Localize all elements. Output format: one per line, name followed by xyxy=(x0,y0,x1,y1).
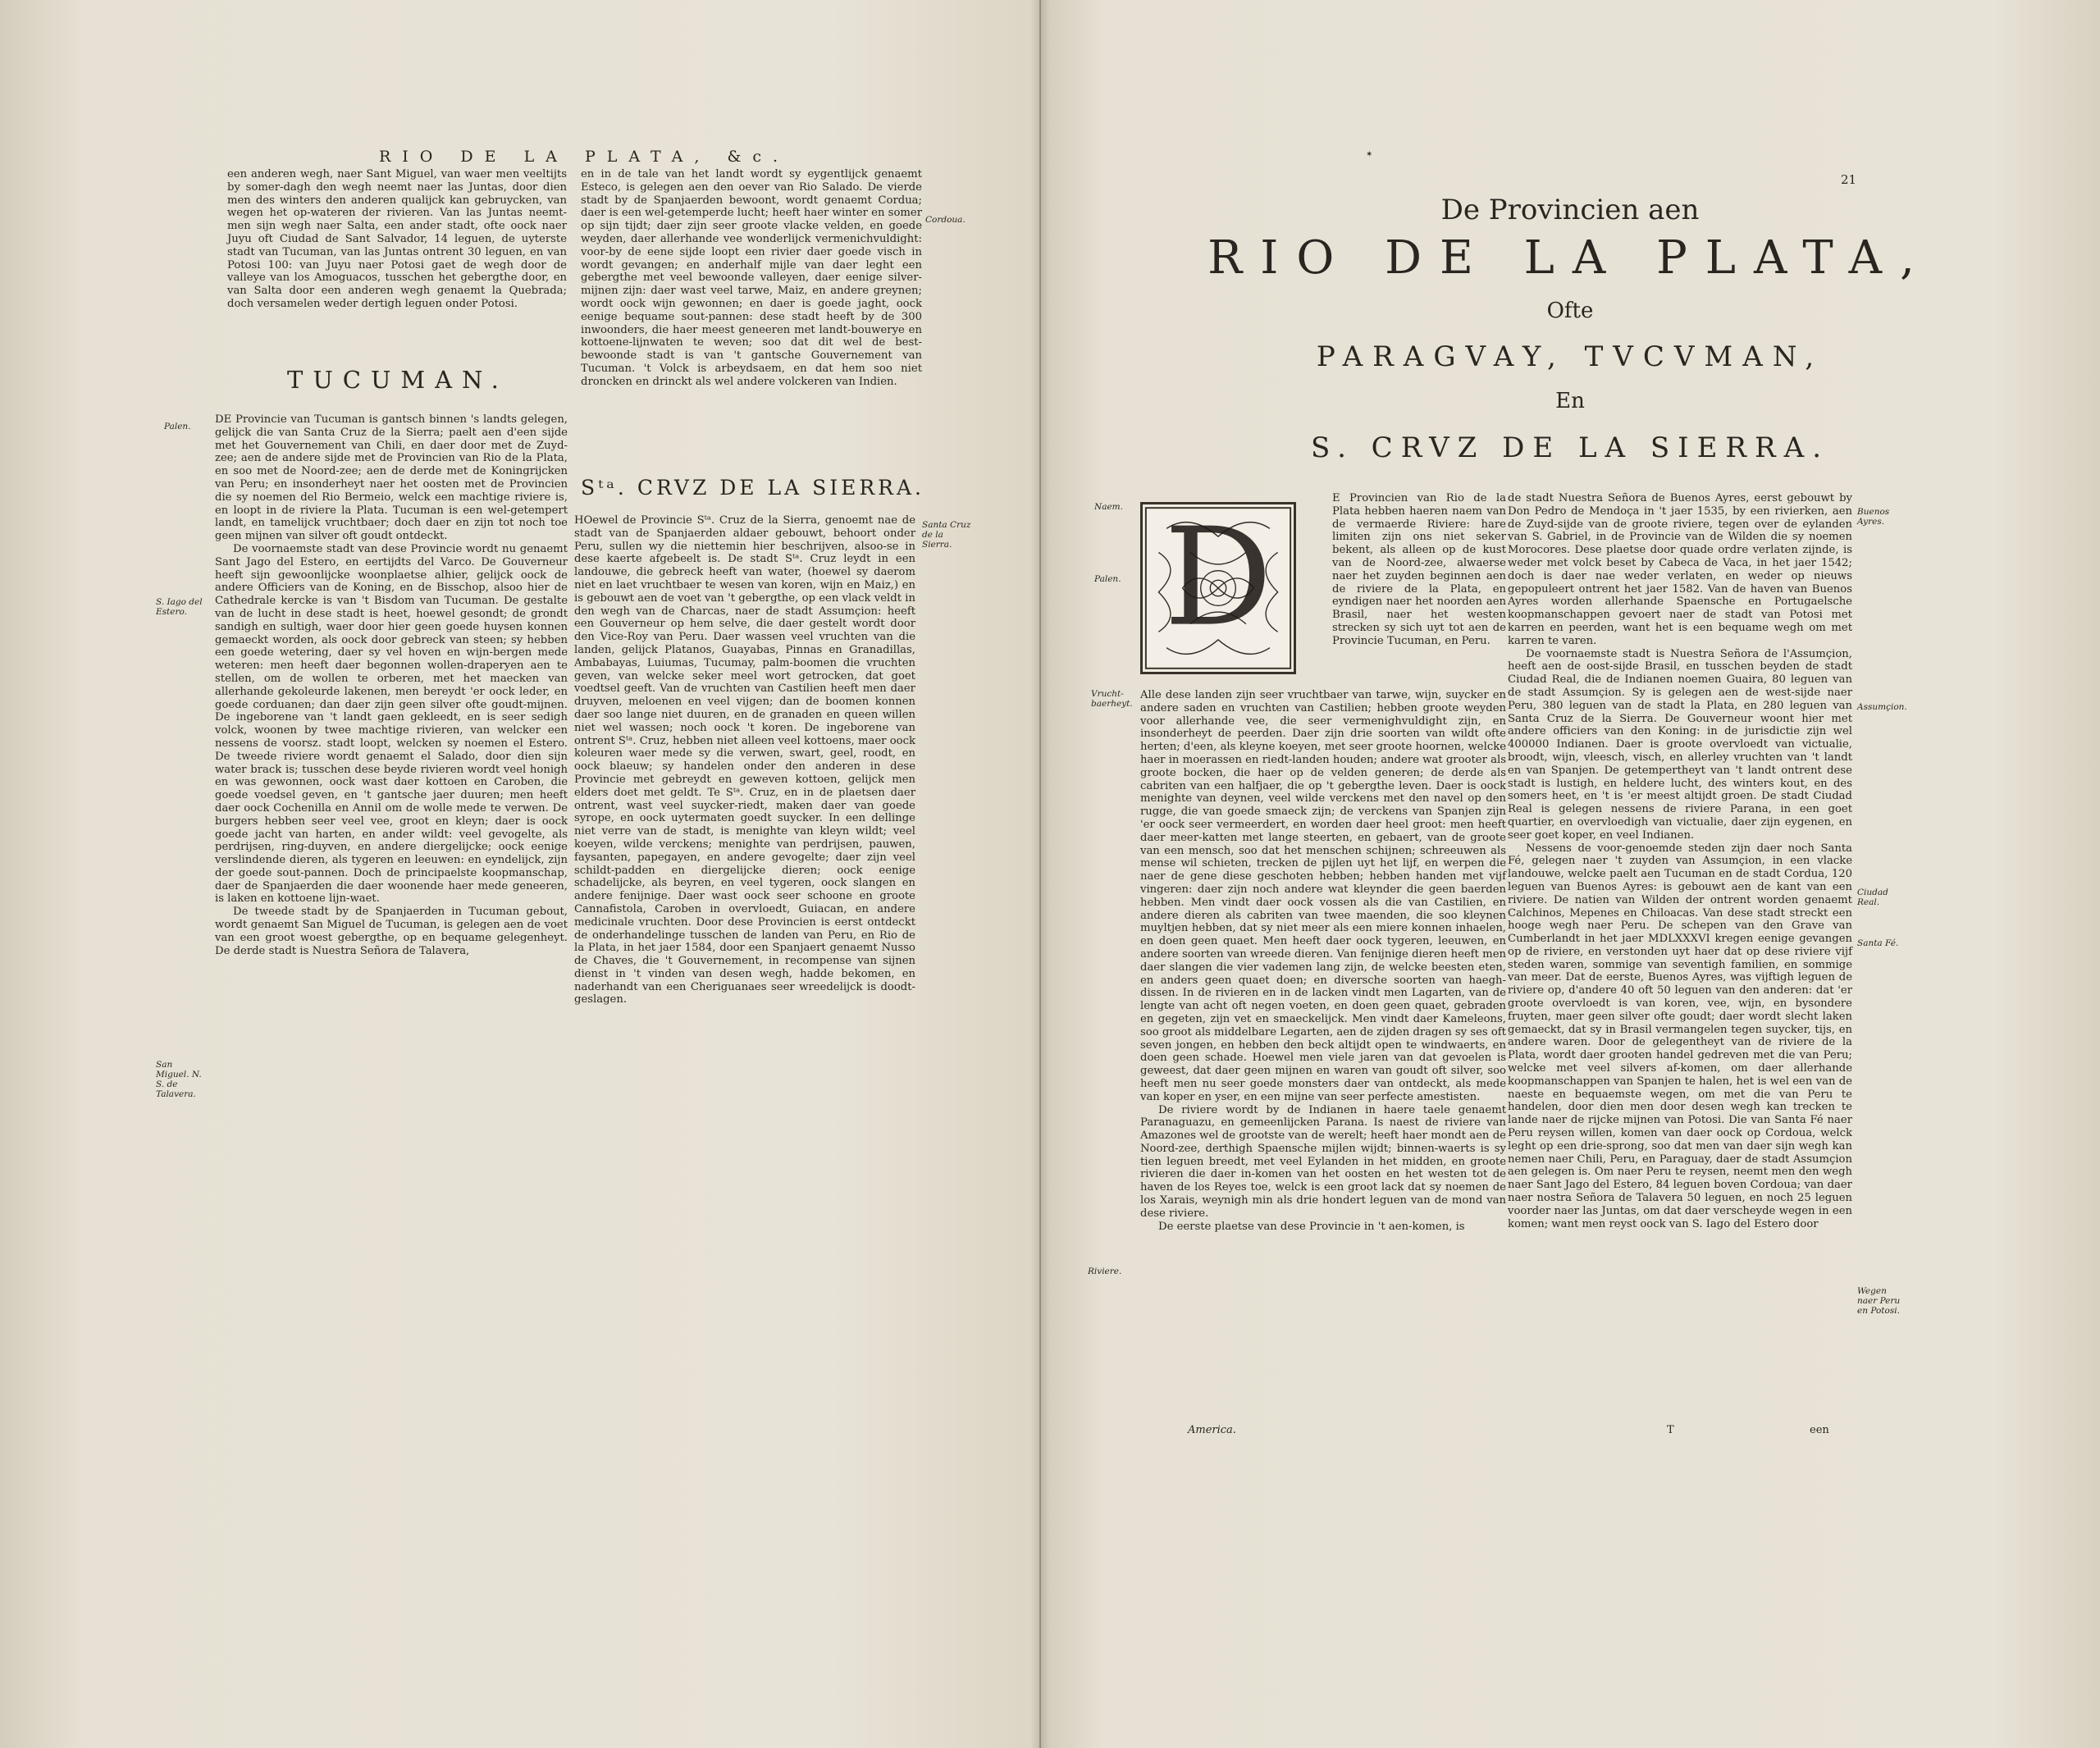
title-line-2: RIO DE LA PLATA, xyxy=(1208,231,1933,285)
margin-note-palen: Palen. xyxy=(164,422,191,431)
margin-note-wegen: Wegen naer Peru en Potosi. xyxy=(1857,1286,1901,1316)
title-line-5: En xyxy=(1555,389,1585,413)
paragraph: De eerste plaetse van dese Provincie in 't aen-komen, is xyxy=(1158,1220,1465,1233)
margin-note-vruchtbaerheyt: Vrucht-baerheyt. xyxy=(1091,689,1133,709)
right-col2 xyxy=(1508,492,1852,1230)
margin-note-cordova: Cordoua. xyxy=(925,215,966,225)
paragraph: DE Provincie van Tucuman is gantsch binnen 's landts gelegen, gelijck die van Santa Cruz de la Sierra; paelt aen d'een sijde met het Gouvernement van Chili, en daer door met de Zuyd-zee; aen de andere sijde met de Provincien van Rio de la Plata, en soo met de Noord-zee; aen de derde met de Koningrijcken van Peru; en insonderheyt naer het oosten met de Provincien die sy noemen del Rio Bermeio, welck een machtige riviere is, en loopt in de riviere la Plata. Tucuman is een wel-getempert landt, en tamelijck vruchtbaer; doch daer en zijn tot noch toe geen mijnen van silver oft goudt ontdeckt. xyxy=(215,413,568,543)
paragraph: De voornaemste stadt is Nuestra Señora de l'Assumçion, heeft aen de oost-sijde Brasil, en tusschen beyden de stadt Ciudad Real, die de Indianen noemen Guaira, 80 leguen van de stadt Assumçion. Sy is gelegen aen de west-sijde naer Peru, 380 leguen van de stadt la Plata, en 280 leguen van Santa Cruz de la Sierra. De Gouverneur woont hier met andere officiers van den Koning: in de jurisdictie zijn wel 400000 Indianen. Daer is groote overvloedt van victualie, broodt, wijn, vleesch, visch, en allerley vruchten van 't landt en van Spanjen. De getempertheyt van 't landt ontrent dese stadt is lustigh, en heldere lucht, des winters kout, en des somers heet, en 't is 'er meest altijdt groen. De stadt Ciudad Real is gelegen nessens de riviere Parana, in een goet quartier, en overvloedigh van victualie, daer zijn eygenen, en seer goet koper, en veel Indianen. xyxy=(1508,647,1852,842)
margin-note-assumcion: Assumçion. xyxy=(1857,702,1907,712)
page-number: 21 xyxy=(1841,172,1857,187)
paragraph: en in de tale van het landt wordt sy eygentlijck genaemt Esteco, is gelegen aen den oever van Rio Salado. De vierde stadt by de Spanjaerden bewoont, wordt genaemt Cordua; daer is een wel-getemperde lucht; heeft haer winter en somer op sijn tijdt; daer zijn seer groote vlacke velden, en goede weyden, daer allerhande vee wonderlijck vermenichvuldight: voor-by de eene sijde loopt een rivier daer goede visch in wordt gevangen; en anderhalf mijle van daer leght een gebergthe met veel bewoonde valleyen, daer eenige silver-mijnen zijn: daer wast veel tarwe, Maiz, en andere greynen; wordt oock wijn gewonnen; en daer is goede jaght, oock eenige bequame sout-pannen: dese stadt heeft by de 300 inwoonders, die haer meest geneeren met landt-bouwerye en kottoene-lijnwaten te weven; soo dat dit wel de best-bewoonde stadt is van 't gantsche Gouvernement van Tucuman. 't Volck is arbeydsaem, en dat hem soo niet droncken en drinckt als wel andere volckeren van Indien. xyxy=(581,168,922,388)
margin-note-ciudad-real: Ciudad Real. xyxy=(1857,888,1888,907)
margin-note-riviere: Riviere. xyxy=(1088,1267,1122,1276)
tucuman-heading: TUCUMAN. xyxy=(287,366,509,394)
margin-note-santa-fe: Santa Fé. xyxy=(1857,938,1899,948)
paragraph: Alle dese landen zijn seer vruchtbaer van tarwe, wijn, suycker en andere saden en vruchten van Castilien; hebben groote weyden voor allerhande vee, die seer vermenighvuldight zijn, en insonderheyt de peerden. Daer zijn drie soorten van wildt ofte herten; d'een, als kleyne koeyen, met seer groote hoornen, welcke haer in moerassen en riedt-landen houden; andere wat grooter als groote bocken, die haer op de velden generen; de derde als cabriten van een halfjaer, die op 't gebergthe leven. Daer is oock menighte van deynen, veel wilde verckens met den navel op den rugge, die van goede smaeck zijn; de verckens van Spanjen zijn 'er oock seer vermeerdert, en worden daer heel groot: men heeft daer meer-katten met lange steerten, en gebaert, van de groote van een mensch, soo dat het menschen schijnen; schreeuwen als mense wil schieten, trecken de pijlen uyt het lijf, en werpen die naer de gene diese geschoten hebben; hebben handen met vijf vingeren: daer zijn noch andere wat kleynder die geen baerden hebben. Men vindt daer oock vossen als die van Castilien, en andere dieren als cabriten van twee maenden, die soo kleynen muyltjen hebben, dat sy niet meer als een miere konnen inhaelen, en doen geen quaet. Men heeft daer oock tygeren, leeuwen, en andere soorten van wreede dieren. Van fenijnige dieren heeft men daer slangen die vier vademen lang zijn, de welcke beesten eten, en anders geen quaet doen; en diversche soorten van haegh-dissen. In de rivieren en in de lacken vindt men Lagarten, van de lengte van acht oft negen voeten, en doen geen quaet, gebraden en gegeten, zijn vet en smaeckelijck. Men vindt daer Kameleons, soo groot als middelbare Legarten, aen de zijden dragen sy ses oft seven jongen, en hebben den beck altijdt open te windwaerts, en doen geen schade. Hoewel men viele jaren van dat gevoelen is geweest, dat daer geen mijnen en waren van goudt oft silver, soo heeft men nu seer goede monsters daer van ontdeckt, als mede van koper en yser, en een mijne van seer perfecte amestisten. xyxy=(1140,689,1506,1103)
footer-america: America. xyxy=(1188,1424,1236,1436)
footer-catchword: een xyxy=(1810,1424,1829,1436)
right-col1-top xyxy=(1332,492,1506,648)
left-col2-intro xyxy=(581,168,922,389)
paragraph: de stadt Nuestra Señora de Buenos Ayres, eerst gebouwt by Don Pedro de Mendoça in 't jaer 1535, by een rivierken, aen de Zuyd-sijde van de groote riviere, tegen over de eylanden van S. Gabriel, in de Provincie van de Wilden die sy noemen Morocores. Dese plaetse door quade ordre verlaten zijnde, is weder met volck beset by Cabeca de Vaca, in het jaer 1542; doch is daer nae weder verlaten, en weder op nieuws gepopuleert ontrent het jaer 1582. Van de haven van Buenos Ayres worden allerhande Spaensche en Portugaelsche koopmanschappen gevoert naer de stadt van Potosi met karren en peerden, want het is een bequame wegh om met karren te varen. xyxy=(1508,492,1852,647)
left-col1-intro xyxy=(227,168,567,311)
illuminated-initial-d xyxy=(1140,502,1296,674)
margin-note-buenos-ayres: Buenos Ayres. xyxy=(1857,507,1890,527)
margin-note-san-miguel: San Miguel. N. S. de Talavera. xyxy=(156,1060,202,1099)
paragraph: Nessens de voor-genoemde steden zijn daer noch Santa Fé, gelegen naer 't zuyden van Assumçion, in een vlacke landouwe, welcke paelt aen Tucuman en de stadt Cordua, 120 leguen van Buenos Ayres: is gebouwt aen de kant van een riviere. De natien van Wilden der ontrent worden genaemt Calchinos, Mepenes en Chiloacas. Van dese stadt streckt een hooge wegh naer Peru. De schepen van den Grave van Cumberlandt in het jaer MDLXXXVI kregen eenige gevangen op de riviere, en verstonden uyt haer dat op dese riviere vijf steden waren, sommige van seventigh familien, en sommige van meer. Dat de eerste, Buenos Ayres, was vijftigh leguen de riviere op, d'andere 40 oft 50 leguen van den anderen: dat 'er groote overvloedt is van koren, vee, wijn, en bysondere fruyten, maer geen silver ofte goudt; daer wordt slecht laken gemaeckt, dat sy in Brasil vermangelen tegen suycker, tijs, en andere waren. Door de gelegentheyt van de riviere de la Plata, wordt daer grooten handel gedreven met die van Peru; welcke met veel silvers af-komen, om daer allerhande koopmanschappen van Spanjen te halen, het is wel een van de naeste en bequaemste wegen, om met die van Peru te handelen, door dien men door desen wegh kan trecken te lande naer de rijcke mijnen van Potosi. Die van Santa Fé naer Peru reysen willen, komen van daer oock op Cordoua, welck leght op een drie-sprong, soo dat men van daer sijn wegh kan nemen naer Chili, Peru, en Paraguay, daer de stadt Assumçion aen gelegen is. Om naer Peru te reysen, neemt men den wegh naer Sant Jago del Estero, 84 leguen boven Cordoua; van daer naer nostra Señora de Talavera 50 leguen, en noch 25 leguen voorder naer las Juntas, om dat daer verscheyde wegen in een komen; want men reyst oock van S. Iago del Estero door xyxy=(1508,842,1852,1230)
margin-note-palen: Palen. xyxy=(1094,574,1121,584)
title-line-1: De Provincien aen xyxy=(1440,194,1700,226)
left-col1-tucuman xyxy=(215,413,568,957)
footer-signature: T xyxy=(1667,1424,1674,1436)
left-col2-santa-cruz xyxy=(574,514,915,1006)
paragraph: De voornaemste stadt van dese Provincie wordt nu genaemt Sant Jago del Estero, en eertijdts del Varco. De Gouverneur heeft sijn gewoonlijcke woonplaetse alhier, gelijck oock de andere Officiers van de Koning, en de Bisschop, alsoo hier de Cathedrale kercke is van 't Bisdom van Tucuman. De gestalte van de lucht in dese stadt is heet, hoewel gesondt; de grondt sandigh en sultigh, waer door hier geen goede huysen konnen gemaeckt worden, als oock door gebreck van steen; sy hebben een goede wetering, daer sy vel hoven en wijn-bergen mede weteren: men heeft daer begonnen wollen-draperyen aen te stellen, om de wollen te orberen, met het maecken van allerhande gekoleurde lakenen, men bereydt 'er oock leder, en goede corduanen; dan daer zijn geen silver ofte goudt-mijnen. De ingeborene van 't landt gaen gekleedt, en is seer sedigh volck, woonen by twee machtige rivieren, van welcker een nessens de voorsz. stadt loopt, welcken sy noemen el Estero. De tweede riviere wordt genaemt el Salado, door dien sijn water brack is; tusschen dese beyde rivieren wordt veel honigh en was gewonnen, oock wast daer kottoen en Caroben, die goede voedsel geven, en 't gantsche jaer duuren; men heeft daer oock Cochenilla en Annil om de wolle mede te verwen. De burgers hebben seer veel vee, groot en kleyn; daer is oock goede jacht van harten, en ander wildt: veel gevogelte, als perdrijsen, ring-duyven, en andere diergelijcke; oock eenige verslindende dieren, als tygeren en leeuwen: en eyndelijck, zijn der goede sout-pannen. Doch de principaelste koopmanschap, daer de Spanjaerden die daer woonende haer mede geneeren, is laken en kottoene lijn-waet. xyxy=(215,542,568,906)
running-head: RIO DE LA PLATA, &c. xyxy=(379,148,790,166)
title-line-3: Ofte xyxy=(1546,299,1594,323)
paragraph: E Provincien van Rio de la Plata hebben haeren naem van de vermaerde Riviere: hare limiten zijn ons niet seker bekent, als alleen op de kust van de Noord-zee, alwaerse naer het zuyden beginnen aen de riviere de la Plata, en eyndigen naer het noorden aen Brasil, naer het westen strecken sy sich uyt tot aen de Provincie Tucuman, en Peru. xyxy=(1332,492,1506,647)
initial-letter: D xyxy=(1164,504,1272,656)
paragraph: HOewel de Provincie Sᵗᵃ. Cruz de la Sierra, genoemt nae de stadt van de Spanjaerden aldaer gebouwt, behoort onder Peru, sullen wy die niettemin hier beschrijven, alsoo-se in dese kaerte afgebeelt is. De stadt Sᵗᵃ. Cruz leydt in een landouwe, die gebreck heeft van water, (hoewel sy daerom niet en laet vruchtbaer te wesen van koren, wijn en Maiz,) en is gebouwt aen de voet van 't gebergthe, op een vlack veldt in den wegh van de Charcas, naer de stadt Assumçion: heeft een Gouverneur op hem selve, die daer gestelt wordt door den Vice-Roy van Peru. Daer wassen veel vruchten van die landen, gelijck Platanos, Guayabas, Pinnas en Granadillas, Ambabayas, Luiumas, Tucumay, palm-boomen die vruchten geven, van welcke seker meel wort getrocken, dat goet voedtsel geeft. Van de vruchten van Castilien heeft men daer druyven, meloenen en veel vijgen; dan de boomen konnen daer soo lange niet duuren, en de granaden en queen willen niet wel wassen; noch oock 't koren. De ingeborene van ontrent Sᵗᵃ. Cruz, hebben niet alleen veel kottoens, maer oock koleuren waer mede sy die verwen, swart, geel, roodt, en oock blaeuw; sy handelen onder den anderen in dese Provincie met gebreydt en geweven kottoen, gelijck men elders doet met geldt. Te Sᵗᵃ. Cruz, en in de plaetsen daer ontrent, wast veel suycker-riedt, maken daer van goede syrope, en oock uytermaten goedt suycker. In een dellinge niet verre van de stadt, is menighte van kleyn wildt; veel koeyen, wilde verckens; menighte van perdrijsen, pauwen, faysanten, papegayen, en andere gevogelte; daer zijn veel schildt-padden en diergelijcke dieren; oock eenige schadelijcke, als beyren, en veel tygeren, oock slangen en andere fenijnige. Daer wast oock seer schoone en groote Cannafistola, Caroben in overvloedt, Guiacan, en andere medicinale vruchten. Door dese Provincien is eerst ontdeckt de onderhandelinge tusschen de landen van Peru, en Rio de la Plata, in het jaer 1584, door een Spanjaert genaemt Nusso de Chaves, die 't Gouvernement, in recompense van sijnen dienst in 't vinden van desen wegh, hadde bekomen, en naderhandt van een Cheriguanaes seer wreedelijck is doodt-geslagen. xyxy=(574,514,915,1006)
title-line-4: PARAGVAY, TVCVMAN, xyxy=(1316,340,1824,373)
paragraph: De tweede stadt by de Spanjaerden in Tucuman gebout, wordt genaemt San Miguel de Tucuman, is gelegen aen de voet van een groot woest gebergthe, op en bequame gelegenheyt. De derde stadt is Nuestra Señora de Talavera, xyxy=(215,906,568,957)
margin-note-naem: Naem. xyxy=(1094,502,1123,512)
ornament-icon xyxy=(1143,504,1294,672)
margin-note-s-iago: S. Iago del Estero. xyxy=(156,597,203,617)
paragraph: De riviere wordt by de Indianen in haere taele genaemt Paranaguazu, en gemeenlijcken Parana. Is naest de riviere van Amazones wel de grootste van de werelt; heeft haer mondt aen de Noord-zee, derthigh Spaensche mijlen wijdt; binnen-waerts is sy tien leguen breedt, met veel Eylanden in het midden, en groote rivieren die daer in-komen van het oosten en het westen tot de haven de los Reyes toe, welck is een groot lack dat sy noemen de los Xarais, weynigh min als drie hondert leguen van de mond van dese riviere. xyxy=(1140,1103,1506,1220)
paragraph: een anderen wegh, naer Sant Miguel, van waer men veeltijts by somer-dagh den wegh neemt naer las Juntas, door dien men des winters den anderen qualijck kan gebruycken, van wegen het op-wateren der rivieren. Van las Juntas neemt-men sijn wegh naer Salta, een ander stadt, ofte oock naer Juyu oft Ciudad de Sant Salvador, 14 leguen, de uyterste stadt van Tucuman, van las Juntas ontrent 30 leguen, en van Potosi 100: van Juyu naer Potosi gaet de wegh door de valleye van los Amoguacos, tusschen het gebergthe door, en van Salta door een anderen wegh genaemt la Quebrada; doch versamelen weder dertigh leguen onder Potosi. xyxy=(227,168,567,310)
margin-note-santa-cruz: Santa Cruz de la Sierra. xyxy=(922,520,971,550)
star-mark-icon: ✶ xyxy=(1366,150,1373,159)
right-col1-body xyxy=(1140,689,1506,1233)
santa-cruz-heading: Sᵗᵃ. CRVZ DE LA SIERRA. xyxy=(581,476,925,500)
title-line-6: S. CRVZ DE LA SIERRA. xyxy=(1310,431,1829,464)
